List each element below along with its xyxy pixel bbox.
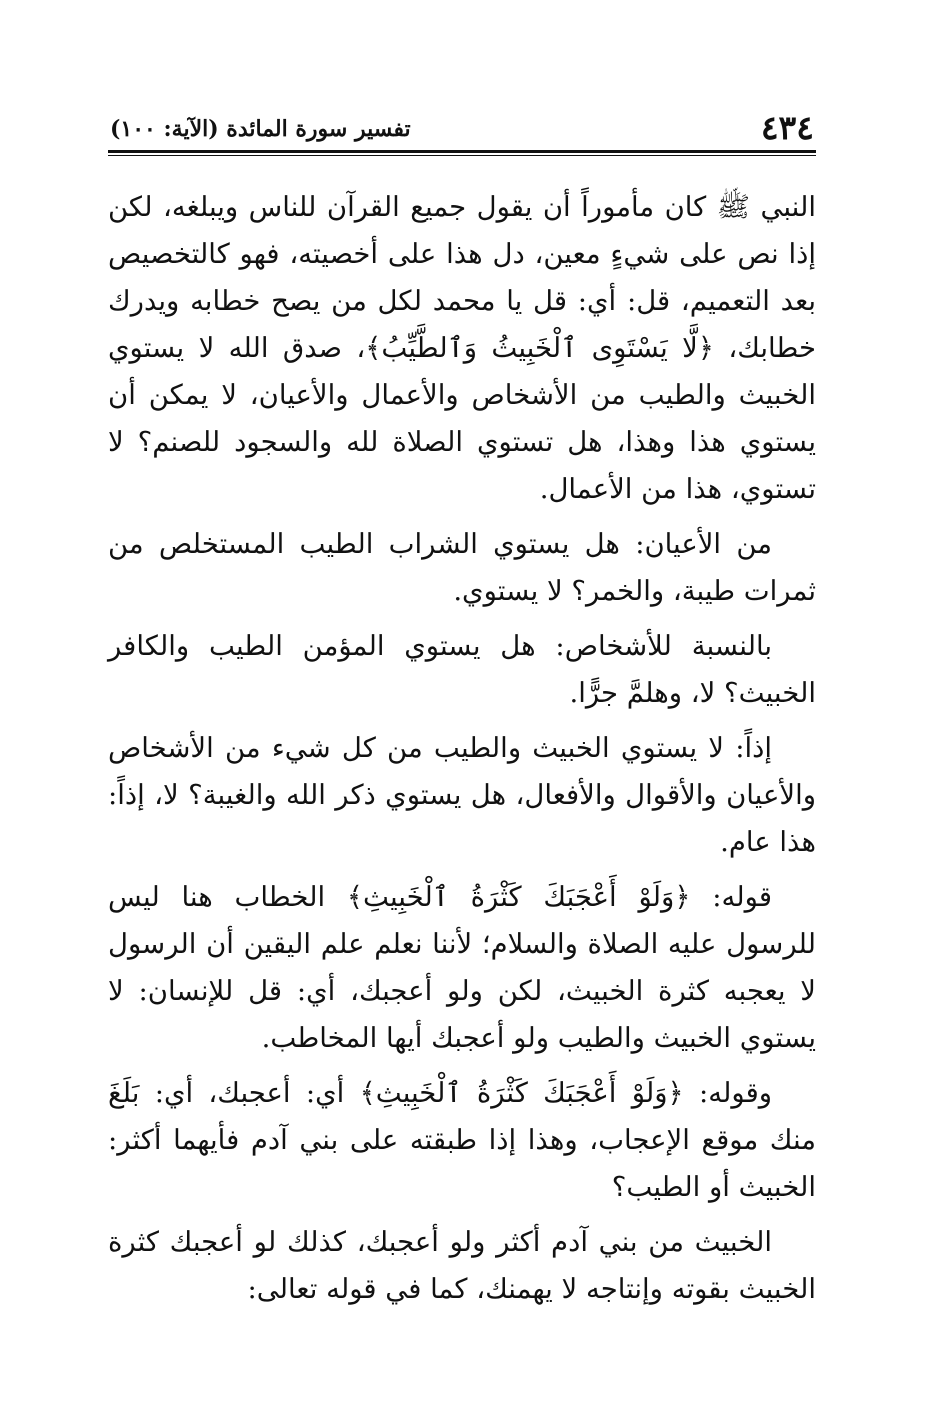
paragraph: إذاً: لا يستوي الخبيث والطيب من كل شيء من الأشخاص والأعيان والأقوال والأفعال، هل يستوي ذكر الله والغيبة؟ لا، إذاً: هذا عام. <box>108 732 816 858</box>
body-text <box>108 184 816 1313</box>
book-page <box>108 98 816 1388</box>
paragraph: وقوله: ﴿وَلَوْ أَعْجَبَكَ كَثْرَةُ ٱلْخَبِيثِ﴾ أي: أعجبك، أي: بَلَغَ منك موقع الإعجاب، وهذا إذا طبقته على بني آدم فأيهما أكثر: الخبيث أو الطيب؟ <box>108 1077 816 1203</box>
paragraph: الخبيث من بني آدم أكثر ولو أعجبك، كذلك لو أعجبك كثرة الخبيث بقوته وإنتاجه لا يهمنك، كما في قوله تعالى: <box>108 1226 816 1305</box>
header-title: تفسير سورة المائدة (الآية: ١٠٠) <box>110 116 411 142</box>
paragraph: النبي ﷺ كان مأموراً أن يقول جميع القرآن للناس ويبلغه، لكن إذا نص على شيءٍ معين، دل هذا على أخصيته، فهو كالتخصيص بعد التعميم، قل: أي: قل يا محمد لكل من يصح خطابه ويدرك خطابك، ﴿لَّا يَسْتَوِى ٱلْخَبِيثُ وَٱلطَّيِّبُ﴾، صدق الله لا يستوي الخبيث والطيب من الأشخاص والأعمال والأعيان، لا يمكن أن يستوي هذا وهذا، هل تستوي الصلاة لله والسجود للصنم؟ لا تستوي، هذا من الأعمال. <box>108 191 816 505</box>
running-header <box>108 98 816 147</box>
paragraph: قوله: ﴿وَلَوْ أَعْجَبَكَ كَثْرَةُ ٱلْخَبِيثِ﴾ الخطاب هنا ليس للرسول عليه الصلاة والسلام؛ لأننا نعلم علم اليقين أن الرسول لا يعجبه كثرة الخبيث، لكن ولو أعجبك، أي: قل للإنسان: لا يستوي الخبيث والطيب ولو أعجبك أيها المخاطب. <box>108 881 816 1054</box>
page-number: ٤٣٤ <box>760 108 814 147</box>
header-divider <box>108 150 816 156</box>
paragraph: بالنسبة للأشخاص: هل يستوي المؤمن الطيب والكافر الخبيث؟ لا، وهلمَّ جرًّا. <box>108 630 816 709</box>
paragraph: من الأعيان: هل يستوي الشراب الطيب المستخلص من ثمرات طيبة، والخمر؟ لا يستوي. <box>108 528 816 607</box>
